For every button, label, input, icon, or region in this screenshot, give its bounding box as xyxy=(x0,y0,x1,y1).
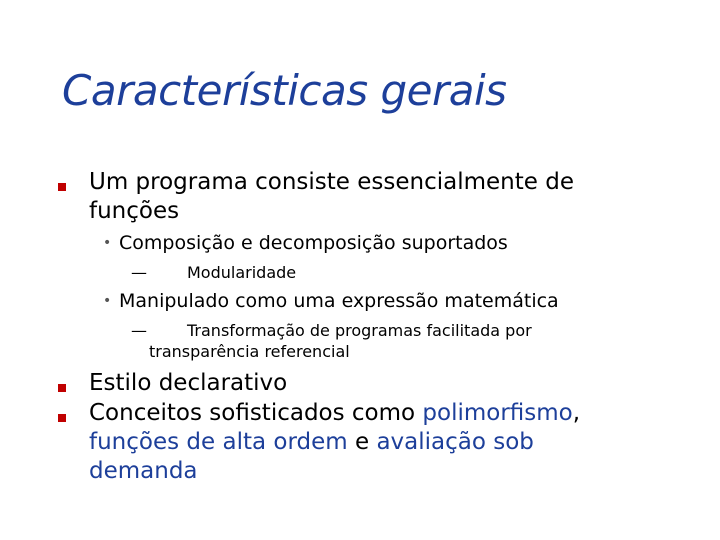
bullet-1-line-1: Um programa consiste essencialmente de xyxy=(89,169,574,195)
dot-bullet-icon: • xyxy=(103,235,112,251)
highlight-polimorfismo: polimorfismo xyxy=(422,400,573,426)
bullet-3-line-1 xyxy=(89,399,580,428)
bullet-square-icon xyxy=(58,414,66,422)
bullet-3-line-3 xyxy=(89,457,198,486)
bullet-3-comma: , xyxy=(572,400,581,426)
bullet-3-line-2 xyxy=(89,428,534,457)
dash-icon: — xyxy=(131,263,147,282)
dash-icon: — xyxy=(131,321,147,340)
bullet-square-icon xyxy=(58,384,66,392)
slide-title: Características gerais xyxy=(62,66,507,115)
bullet-1-line-2: funções xyxy=(89,198,180,224)
sub-bullet-2: Manipulado como uma expressão matemática xyxy=(119,290,559,312)
sub-sub-bullet-2-line-1: Transformação de programas facilitada por xyxy=(187,321,532,340)
bullet-3-and: e xyxy=(347,429,377,455)
bullet-3-text: Conceitos sofisticados como xyxy=(89,400,423,426)
highlight-demanda: demanda xyxy=(89,458,198,484)
highlight-avaliacao-sob: avaliação sob xyxy=(376,429,534,455)
sub-bullet-1: Composição e decomposição suportados xyxy=(119,232,508,254)
dot-bullet-icon: • xyxy=(103,293,112,309)
sub-sub-bullet-2-line-2: transparência referencial xyxy=(149,342,350,361)
sub-sub-bullet-1: Modularidade xyxy=(187,263,297,282)
bullet-square-icon xyxy=(58,183,66,191)
highlight-funcoes-alta-ordem: funções de alta ordem xyxy=(89,429,348,455)
bullet-2: Estilo declarativo xyxy=(89,370,288,396)
